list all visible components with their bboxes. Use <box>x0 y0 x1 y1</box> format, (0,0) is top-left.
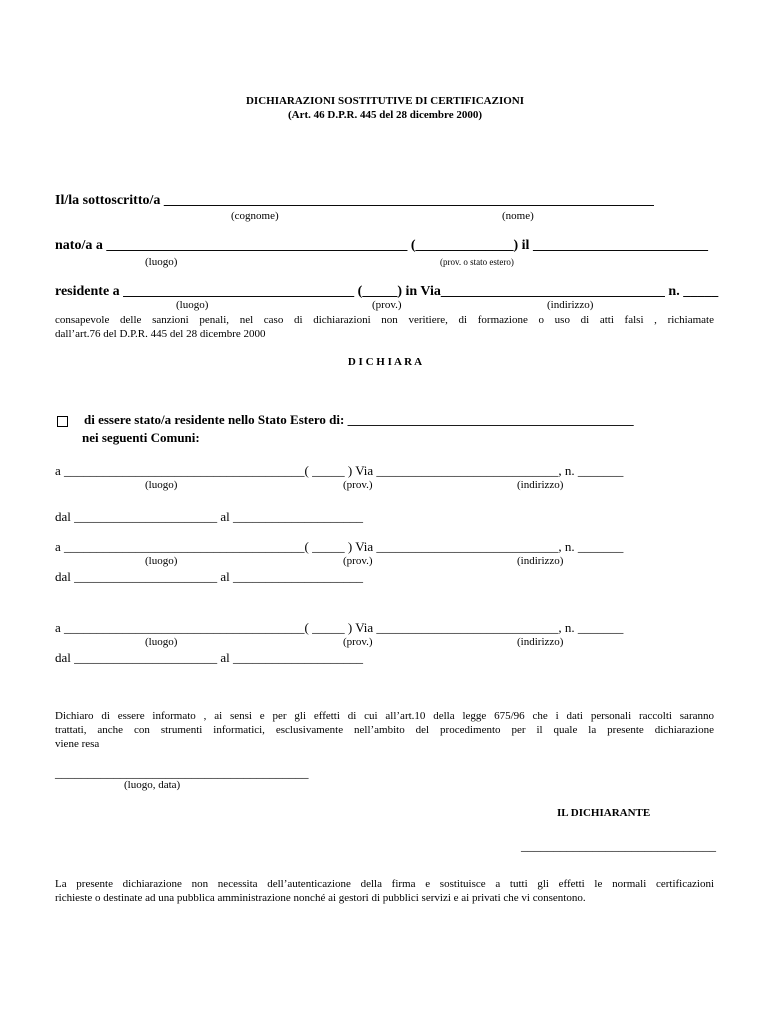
cognome-label: (cognome) <box>231 210 279 222</box>
signature-field[interactable]: ______________________________ <box>521 838 716 853</box>
address-3-line[interactable]: a _____________________________________( _____ ) Via ____________________________, n. _______ <box>55 620 624 635</box>
address-3-period[interactable]: dal ______________________ al ____________________ <box>55 650 364 665</box>
undersigned-text: Il/la sottoscritto/a ______________________________________________________________________ <box>55 193 654 208</box>
place-date-label: (luogo, data) <box>124 779 181 791</box>
address-1-line[interactable]: a _____________________________________( _____ ) Via ____________________________, n. _______ <box>55 463 624 478</box>
document-subtitle: (Art. 46 D.P.R. 445 del 28 dicembre 2000) <box>287 109 482 121</box>
address-2-prov-label: (prov.) <box>343 555 373 567</box>
awareness-line-1: consapevole delle sanzioni penali, nel caso di dichiarazioni non veritiere, di formazione o uso di atti falsi , richiamate <box>55 314 714 326</box>
address-1-luogo-label: (luogo) <box>145 479 178 491</box>
address-2-luogo-label: (luogo) <box>145 555 178 567</box>
address-1-indirizzo-label: (indirizzo) <box>517 479 564 491</box>
undersigned-line[interactable] <box>55 193 654 209</box>
foreign-communes-label: nei seguenti Comuni: <box>82 430 200 445</box>
awareness-line-2: dall’art.76 del D.P.R. 445 del 28 dicembre 2000 <box>55 328 266 340</box>
declarant-label: IL DICHIARANTE <box>557 807 651 819</box>
place-date-field[interactable]: _______________________________________ <box>55 765 309 780</box>
nome-label: (nome) <box>502 210 534 222</box>
address-1-prov-label: (prov.) <box>343 479 373 491</box>
privacy-line-1: Dichiaro di essere informato , ai sensi e per gli effetti di cui all’art.10 della legge 675/96 che i dati personali raccolti saranno <box>55 710 714 722</box>
document-title: DICHIARAZIONI SOSTITUTIVE DI CERTIFICAZIONI <box>245 95 525 107</box>
birth-text: nato/a a ___________________________________________ (______________) il _________________________ <box>55 238 708 253</box>
declares-heading: D I C H I A R A <box>347 356 423 368</box>
address-3-prov-label: (prov.) <box>343 636 373 648</box>
footer-note-line-1: La presente dichiarazione non necessita dell’autenticazione della firma e sostituisce a tutti gli effetti le normali certificazioni <box>55 878 714 890</box>
birth-luogo-label: (luogo) <box>145 256 178 268</box>
residence-text: residente a _________________________________ (_____) in Via________________________________ n. _____ <box>55 284 719 299</box>
residence-prov-label: (prov.) <box>372 299 402 311</box>
address-1-period[interactable]: dal ______________________ al ____________________ <box>55 509 364 524</box>
birth-prov-label: (prov. o stato estero) <box>440 257 514 267</box>
address-3-luogo-label: (luogo) <box>145 636 178 648</box>
residence-line[interactable] <box>55 284 718 300</box>
privacy-line-3: viene resa <box>55 738 100 750</box>
address-2-period[interactable]: dal ______________________ al ____________________ <box>55 569 364 584</box>
privacy-line-2: trattati, anche con strumenti informatici, esclusivamente nell’ambito del procedimento per il quale la presente dichiarazione <box>55 724 714 736</box>
address-2-indirizzo-label: (indirizzo) <box>517 555 564 567</box>
residence-indirizzo-label: (indirizzo) <box>547 299 594 311</box>
footer-note-line-2: richieste o destinate ad una pubblica amministrazione nonché ai gestori di pubblici servizi e ai privati che vi consentono. <box>55 892 586 904</box>
address-2-line[interactable]: a _____________________________________( _____ ) Via ____________________________, n. _______ <box>55 539 624 554</box>
birth-line[interactable] <box>55 238 708 254</box>
residence-luogo-label: (luogo) <box>176 299 209 311</box>
foreign-residence-line[interactable]: di essere stato/a residente nello Stato Estero di: ____________________________________________ <box>84 412 634 427</box>
address-3-indirizzo-label: (indirizzo) <box>517 636 564 648</box>
foreign-residence-checkbox[interactable] <box>57 416 68 427</box>
